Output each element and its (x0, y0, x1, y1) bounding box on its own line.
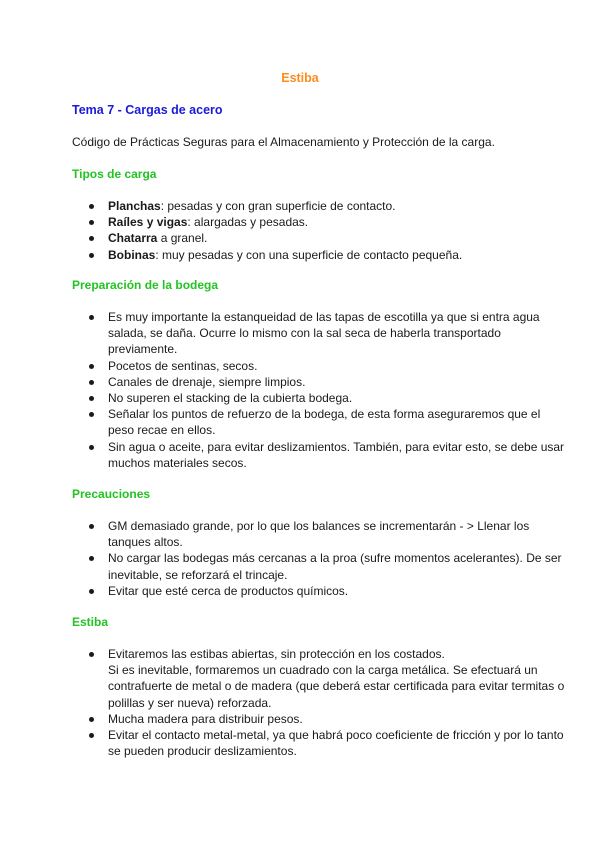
list-item: Pocetos de sentinas, secos. (108, 358, 568, 374)
list-item: Evitar que esté cerca de productos químicos. (108, 583, 568, 599)
item-term: Raíles y vigas (108, 215, 188, 230)
item-term: Bobinas (108, 247, 156, 262)
list-item: Es muy importante la estanqueidad de las tapas de escotilla ya que si entra agua salada, se daña. Ocurre lo mismo con la sal seca de haberla transportado previamente. (108, 309, 568, 358)
list-item: Evitar el contacto metal-metal, ya que habrá poco coeficiente de fricción y por lo tanto se pueden producir deslizamientos. (108, 727, 568, 759)
topic-heading: Tema 7 - Cargas de acero (72, 103, 223, 117)
list-item (108, 198, 568, 214)
section-heading-precauciones: Precauciones (72, 487, 151, 501)
list-item (108, 646, 568, 711)
precautions-list (72, 518, 568, 599)
list-item: Señalar los puntos de refuerzo de la bodega, de esta forma aseguraremos que el peso recae en ellos. (108, 406, 568, 438)
item-text: a granel. (157, 231, 208, 246)
list-item (108, 247, 568, 263)
item-text: : muy pesadas y con una superficie de contacto pequeña. (155, 247, 463, 262)
list-item: Canales de drenaje, siempre limpios. (108, 374, 568, 390)
item-text: : alargadas y pesadas. (187, 215, 309, 230)
list-item (108, 214, 568, 230)
section-heading-estiba: Estiba (72, 615, 109, 629)
item-text: Evitaremos las estibas abiertas, sin protección en los costados. (108, 647, 445, 661)
section-heading-tipos-de-carga: Tipos de carga (72, 167, 157, 181)
item-text-continuation: Si es inevitable, formaremos un cuadrado con la carga metálica. Se efectuará un contrafuerte de metal o de madera (que deberá estar certificada para evitar termitas o polillas y ser nueva) reforzada. (108, 663, 565, 710)
item-term: Planchas (108, 199, 161, 213)
hold-preparation-list (72, 309, 568, 471)
stowage-list (72, 646, 568, 759)
intro-paragraph: Código de Prácticas Seguras para el Almacenamiento y Protección de la carga. (72, 135, 495, 149)
cargo-types-list (72, 198, 568, 263)
list-item: GM demasiado grande, por lo que los balances se incrementarán - > Llenar los tanques altos. (108, 518, 568, 550)
list-item: No cargar las bodegas más cercanas a la proa (sufre momentos acelerantes). De ser inevitable, se reforzará el trincaje. (108, 550, 568, 582)
item-term: Chatarra (108, 231, 158, 246)
list-item (108, 230, 568, 246)
section-heading-preparacion: Preparación de la bodega (72, 278, 219, 292)
item-text: : pesadas y con gran superficie de contacto. (160, 199, 396, 213)
document-title: Estiba (281, 71, 319, 85)
list-item: No superen el stacking de la cubierta bodega. (108, 390, 568, 406)
list-item: Sin agua o aceite, para evitar deslizamientos. También, para evitar esto, se debe usar muchos materiales secos. (108, 439, 568, 471)
list-item: Mucha madera para distribuir pesos. (108, 711, 568, 727)
